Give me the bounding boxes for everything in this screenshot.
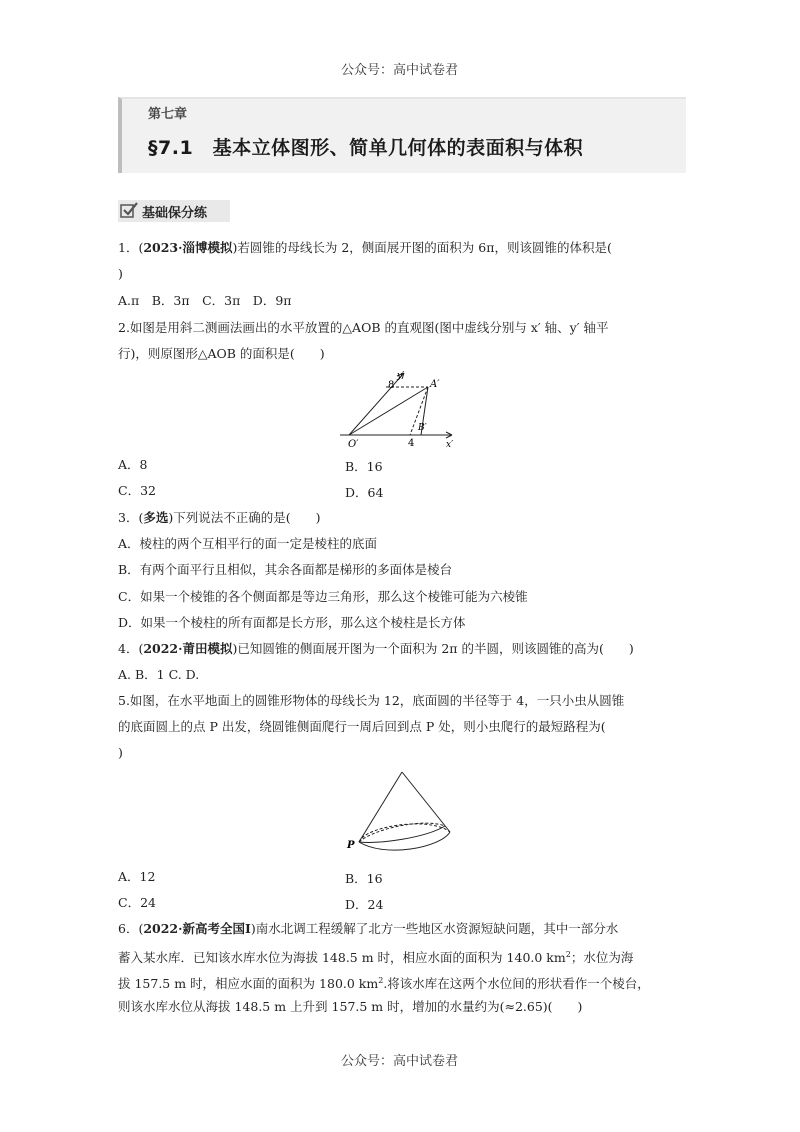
q2-option-c: C．32 <box>118 483 156 498</box>
q3-option-c: C．如果一个棱锥的各个侧面都是等边三角形，那么这个棱锥可能为六棱锥 <box>118 589 528 604</box>
q2-option-d: D．64 <box>345 485 384 500</box>
label-y-axis: y′ <box>397 371 405 381</box>
q2-text-line1: 2.如图是用斜二测画法画出的水平放置的△AOB 的直观图(图中虚线分别与 x′ 轴、y′ 轴平 <box>118 320 609 335</box>
chapter-label: 第七章 <box>148 107 188 122</box>
question-4 <box>118 641 634 657</box>
cone-base-front <box>359 832 450 850</box>
q6-text-line3 <box>118 973 650 992</box>
q4-text: )已知圆锥的侧面展开图为一个面积为 2π 的半圆，则该圆锥的高为( ) <box>232 641 634 656</box>
q2-option-b: B．16 <box>345 459 383 474</box>
q5-text-line3: ) <box>118 745 123 760</box>
q3-option-d: D．如果一个棱柱的所有面都是长方形，那么这个棱柱是长方体 <box>118 615 466 630</box>
q6-source: 2022·新高考全国Ⅰ <box>143 921 251 936</box>
q5-option-b: B．16 <box>345 871 383 886</box>
q5-option-c: C．24 <box>118 895 156 910</box>
label-x-axis: x′ <box>446 440 454 450</box>
q1-close-paren: ) <box>118 266 123 281</box>
q4-options: A. B．1 C. D. <box>118 667 200 682</box>
q1-source: 2023·淄博模拟 <box>143 240 233 255</box>
q3-option-a: A．棱柱的两个互相平行的面一定是棱柱的底面 <box>118 536 378 551</box>
segment-OA <box>349 387 428 435</box>
q6-text-line4: 则该水库水位从海拔 148.5 m 上升到 157.5 m 时，增加的水量约为(≈2.65)( ) <box>118 999 583 1014</box>
q3-tag: 多选 <box>143 510 169 525</box>
q6-line2-part2: ；水位为海 <box>570 950 634 966</box>
q3-option-b: B．有两个面平行且相似，其余各面都是梯形的多面体是棱台 <box>118 562 453 577</box>
question-6 <box>118 921 618 937</box>
q3-number: 3．( <box>118 510 144 525</box>
label-8: 8 <box>388 380 395 391</box>
checkbox-icon <box>120 201 138 219</box>
cone-left-edge <box>359 772 402 842</box>
header-watermark: 公众号：高中试卷君 <box>341 63 459 78</box>
q5-option-d: D．24 <box>345 897 384 912</box>
q1-text: )若圆锥的母线长为 2，侧面展开图的面积为 6π，则该圆锥的体积是( <box>232 240 612 255</box>
q5-option-a: A．12 <box>118 869 156 884</box>
q5-text-line2: 的底面圆上的点 P 出发，绕圆锥侧面爬行一周后回到点 P 处，则小虫爬行的最短路程为( <box>118 719 606 734</box>
q6-text-line2 <box>118 947 633 966</box>
label-P: P <box>347 840 355 851</box>
q3-text: )下列说法不正确的是( ) <box>168 510 321 525</box>
practice-section-header <box>118 200 230 222</box>
q6-line3-part1: 拔 157.5 m 时，相应水面的面积为 180.0 km <box>118 976 379 992</box>
y-axis <box>349 373 404 435</box>
label-A: A′ <box>430 379 440 390</box>
q4-source: 2022·莆田模拟 <box>143 641 233 656</box>
q6-superscript-1: 2 <box>565 950 571 959</box>
q2-oblique-figure <box>340 365 465 450</box>
q5-text-line1: 5.如图，在水平地面上的圆锥形物体的母线长为 12，底面圆的半径等于 4，一只小虫从圆锥 <box>118 693 625 708</box>
q6-number: 6．( <box>118 921 144 936</box>
q4-number: 4．( <box>118 641 144 656</box>
q1-options: A.π B．3π C．3π D．9π <box>118 293 292 308</box>
q6-superscript-2: 2 <box>378 976 384 985</box>
label-4: 4 <box>408 438 415 449</box>
q2-text-line2: 行)，则原图形△AOB 的面积是( ) <box>118 346 325 361</box>
question-1 <box>118 240 612 256</box>
question-3 <box>118 510 321 526</box>
q1-number: 1．( <box>118 240 144 255</box>
footer-watermark: 公众号：高中试卷君 <box>341 1054 459 1069</box>
q6-text: )南水北调工程缓解了北方一些地区水资源短缺问题，其中一部分水 <box>250 921 619 936</box>
label-B: B′ <box>418 423 427 433</box>
q2-option-a: A．8 <box>118 457 148 472</box>
q6-line2-part1: 蓄入某水库．已知该水库水位为海拔 148.5 m 时，相应水面的面积为 140.0 km <box>118 950 566 966</box>
q6-line3-part2: .将该水库在这两个水位间的形状看作一个棱台， <box>383 976 650 992</box>
section-label: 基础保分练 <box>142 206 208 221</box>
label-O: O′ <box>348 439 359 450</box>
q5-cone-figure <box>345 768 475 860</box>
section-title: §7.1 基本立体图形、简单几何体的表面积与体积 <box>148 137 584 159</box>
